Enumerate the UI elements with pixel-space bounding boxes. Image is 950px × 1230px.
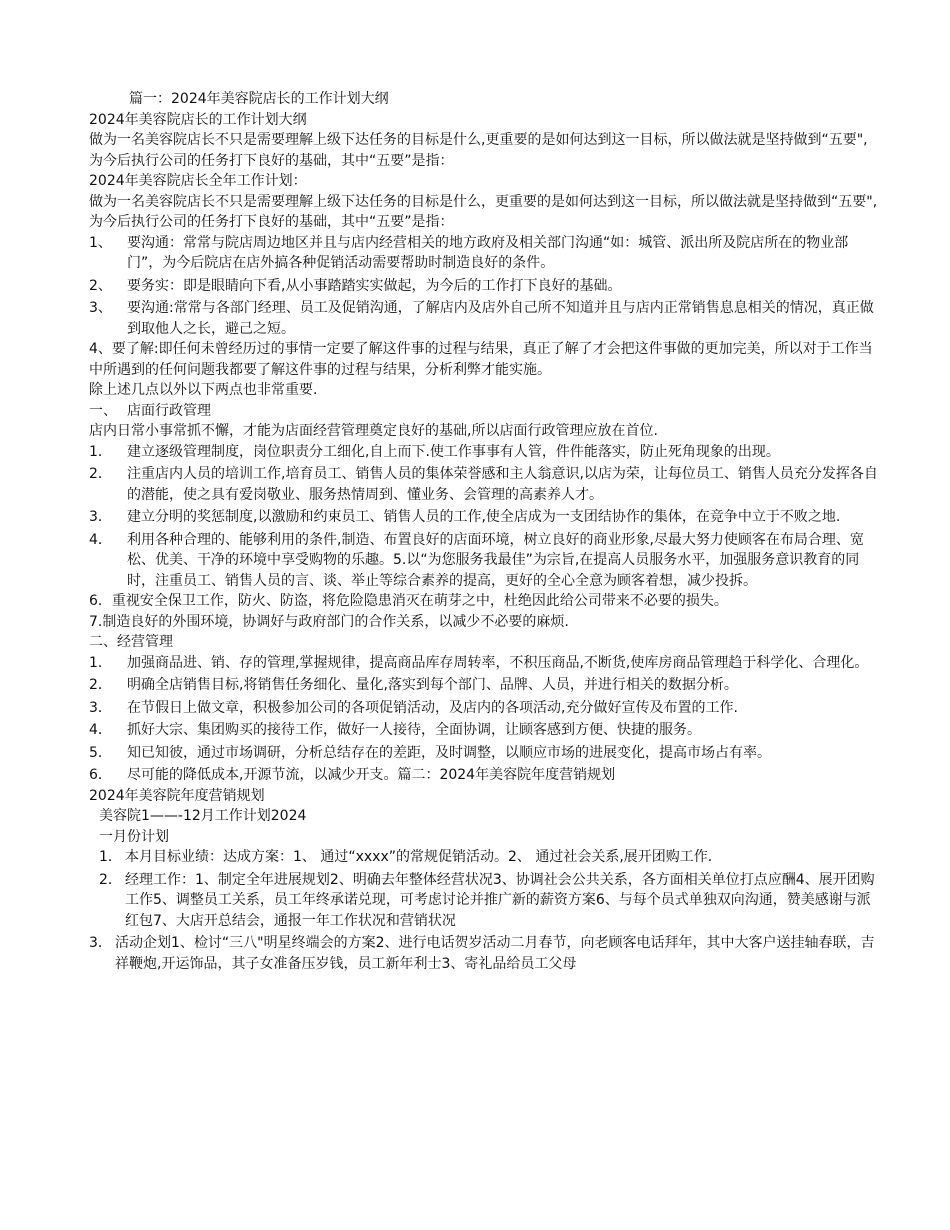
list-text: 建立逐级管理制度，岗位职责分工细化,自上而下.使工作事事有人管，件件能落实，防止死角现象的出现。 [127, 443, 780, 460]
list-text: 要沟通:常常与各部门经理、员工及促销沟通，了解店内及店外自己所不知道并且与店内正常销售息息相关的情况，真正做到取他人之长，避己之短。 [127, 300, 874, 337]
list-number: 1． [89, 443, 112, 460]
list-text: 利用各种合理的、能够利用的条件,制造、布置良好的店面环境，树立良好的商业形象,尽最大努力使顾客在布局合理、宽松、优美、干净的环境中享受购物的乐趣。5.以“为您服务我最佳”为宗旨,在提高人员服务水平，加强服务意识教育的同时，注重员工、销售人员的言、谈、举止等综合素养的提高，更好的全心全意为顾客着想，减少投拆。 [127, 531, 864, 589]
list-number: 1、 [89, 234, 112, 251]
list-item [89, 847, 879, 868]
list-number: 5． [89, 744, 112, 761]
paragraph: 做为一名美容院店长不只是需要理解上级下达任务的目标是什么,更重要的是如何达到这一目标，所以做法就是坚持做到“五要",为今后执行公司的任务打下良好的基础，其中“五要”是指： [89, 132, 868, 169]
list-number: 2． [99, 871, 122, 888]
list-item [89, 675, 879, 696]
paragraph: 2024年美容院年度营销规划 [89, 787, 265, 804]
list-text: 建立分明的奖惩制度,以激励和约束员工、销售人员的工作,使全店成为一支团结协作的集体，在竞争中立于不败之地. [127, 509, 841, 525]
list-text: 知已知彼，通过市场调研，分析总结存在的差距，及时调整，以顺应市场的进展变化，提高市场占有率。 [127, 744, 771, 761]
paragraph: 2024年美容院店长全年工作计划： [89, 173, 307, 189]
list-item [89, 653, 879, 674]
list-item [89, 743, 879, 764]
list-item [89, 870, 879, 932]
list-text: 本月目标业绩：达成方案：1、 通过“xxxx”的常规促销活动。2、 通过社会关系,展开团购工作. [125, 849, 713, 865]
paragraph: 店内日常小事常抓不懈，才能为店面经营管理奠定良好的基础,所以店面行政管理应放在首位. [89, 423, 658, 439]
list-item [89, 933, 879, 974]
list-text: 要务实：即是眼睛向下看,从小事踏踏实实做起，为今后的工作打下良好的基础。 [127, 277, 622, 294]
list-number: 3、 [89, 300, 112, 316]
section-heading: 二、经营管理 [89, 634, 173, 650]
list-text: 活动企划1、检讨“三八"明星终端会的方案2、进行电话贺岁活动二月春节，向老顾客电话拜年，其中大客户送挂轴春联，吉祥鞭炮,开运饰品，其子女准备压岁钱，员工新年利士3、寄礼品给员工父母 [115, 935, 875, 972]
list-item [89, 765, 879, 786]
subheading: 美容院1——-12月工作计划2024 [99, 808, 307, 824]
list-number: 2． [89, 677, 112, 693]
paragraph: 6．重视安全保卫工作，防火、防盗，将危险隐患消灭在萌芽之中，杜绝因此给公司带来不必要的损失。 [89, 593, 728, 609]
list-number: 3． [89, 935, 112, 951]
list-text: 注重店内人员的培训工作,培育员工、销售人员的集体荣誉感和主人翁意识,以店为荣，让每位员工、销售人员充分发挥各自的潜能，使之具有爱岗敬业、服务热情周到、懂业务、会管理的高素养人才。 [127, 466, 878, 503]
list-number: 3． [89, 699, 112, 716]
section-heading [89, 401, 879, 422]
paragraph: 2024年美容院店长的工作计划大纲 [89, 111, 307, 128]
list-item [89, 464, 879, 505]
list-item [89, 276, 879, 297]
list-number: 1． [89, 654, 112, 671]
list-number: 6． [89, 767, 112, 783]
list-number: 4． [89, 722, 112, 738]
list-item [89, 530, 879, 592]
paragraph: 7.制造良好的外围环境，协调好与政府部门的合作关系，以减少不必要的麻烦. [89, 613, 569, 630]
document-page [89, 89, 879, 974]
paragraph: 4、要了解:即任何未曾经历过的事情一定要了解这件事的过程与结果，真正了解了才会把这件事做的更加完美，所以对于工作当中所遇到的任何问题我都要了解这件事的过程与结果，分析利弊才能实施。 [89, 341, 873, 378]
list-text: 抓好大宗、集团购买的接待工作，做好一人接待，全面协调，让顾客感到方便、快捷的服务。 [127, 722, 701, 738]
subheading: 一月份计划 [99, 828, 169, 845]
paragraph: 除上述几点以外以下两点也非常重要. [89, 382, 318, 398]
list-number: 2、 [89, 277, 112, 294]
list-text: 要沟通：常常与院店周边地区并且与店内经营相关的地方政府及相关部门沟通“如：城管、派出所及院店所在的物业部门”，为今后院店在店外搞各种促销活动需要帮助时制造良好的条件。 [127, 234, 849, 271]
list-text: 加强商品进、销、存的管理,掌握规律，提高商品库存周转率，不积压商品,不断货,使库房商品管理趋于科学化、合理化。 [127, 654, 869, 671]
list-text: 经理工作：1、制定全年进展规划2、明确去年整体经营状况3、协调社会公共关系，各方面相关单位打点应酬4、展开团购工作5、调整员工关系，员工年终承诺兑现，可考虑讨论并推广新的薪资方案6、与每个员式单独双向沟通，赞美感谢与派红包7、大店开总结会，通报一年工作状况和营销状况 [125, 871, 875, 929]
list-item [89, 720, 879, 741]
list-text: 在节假日上做文章，积极参加公司的各项促销活动，及店内的各项活动,充分做好宣传及布置的工作. [127, 699, 738, 716]
list-text: 明确全店销售目标,将销售任务细化、量化,落实到每个部门、品牌、人员，并进行相关的数据分析。 [127, 677, 738, 693]
paragraph: 做为一名美容院店长不只是需要理解上级下达任务的目标是什么，更重要的是如何达到这一目标，所以做法就是坚持做到“五要",为今后执行公司的任务打下良好的基础，其中“五要”是指： [89, 193, 878, 230]
list-number: 1． [99, 849, 122, 865]
list-text: 尽可能的降低成本,开源节流，以减少开支。篇二：2024年美容院年度营销规划 [127, 767, 616, 783]
list-number: 2． [89, 466, 112, 482]
doc-title: 篇一：2024年美容院店长的工作计划大纲 [129, 91, 389, 107]
list-item [89, 698, 879, 719]
list-item [89, 442, 879, 463]
list-number: 3． [89, 509, 112, 525]
list-item [89, 233, 879, 274]
list-item [89, 507, 879, 528]
list-item [89, 298, 879, 339]
list-number: 一、 [89, 402, 117, 419]
list-text: 店面行政管理 [127, 402, 211, 419]
list-number: 4． [89, 531, 112, 548]
